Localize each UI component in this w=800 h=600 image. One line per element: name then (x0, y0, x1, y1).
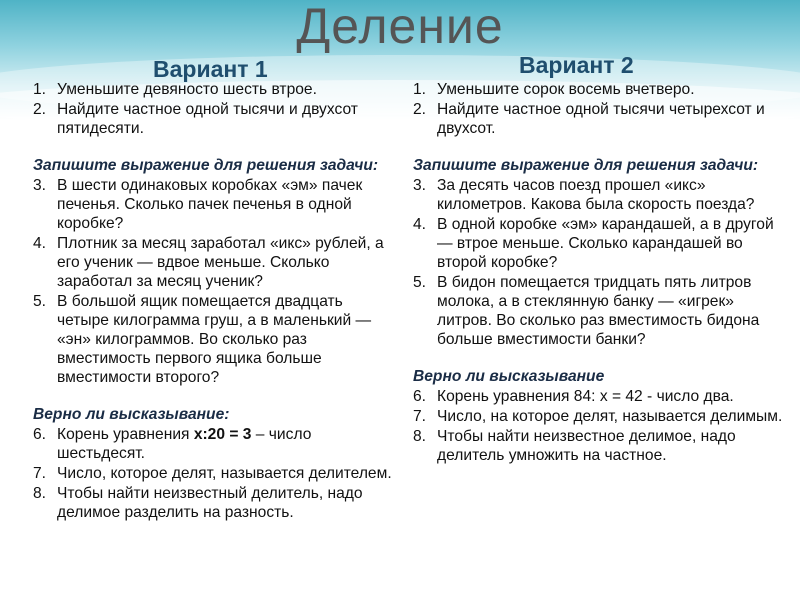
task-text: Корень уравнения (57, 426, 194, 443)
task-number: 7. (413, 408, 427, 425)
task-number: 6. (413, 388, 427, 405)
task-item (33, 292, 398, 387)
task-item (33, 100, 398, 138)
task-item (413, 427, 783, 465)
task-number: 3. (413, 177, 427, 194)
task-text: Число, которое делят, называется делителем. (57, 465, 392, 482)
task-text: Чтобы найти неизвестное делимое, надо делитель умножить на частное. (437, 428, 736, 464)
task-item (33, 484, 398, 522)
task-number: 2. (413, 101, 427, 118)
task-item (413, 80, 783, 99)
task-item (33, 464, 398, 483)
task-number: 8. (33, 485, 47, 502)
variant-2-heading: Вариант 2 (519, 52, 634, 78)
variant-1-column (33, 80, 398, 523)
task-item (33, 425, 398, 463)
task-number: 5. (413, 274, 427, 291)
task-number: 2. (33, 101, 47, 118)
task-item (33, 234, 398, 291)
task-text: Уменьшите сорок восемь вчетверо. (437, 81, 695, 98)
task-text: Число, на которое делят, называется делимым. (437, 408, 783, 425)
section-heading: Верно ли высказывание (413, 368, 605, 385)
page-title: Деление (296, 0, 504, 54)
task-number: 7. (33, 465, 47, 482)
task-text: В шести одинаковых коробках «эм» пачек печенья. Сколько пачек печенья в одной коробке? (57, 177, 363, 232)
task-text: Чтобы найти неизвестный делитель, надо делимое разделить на разность. (57, 485, 363, 521)
task-text: Найдите частное одной тысячи и двухсот пятидесяти. (57, 101, 358, 137)
task-item (413, 176, 783, 214)
task-number: 4. (33, 235, 47, 252)
section-heading: Запишите выражение для решения задачи: (33, 157, 379, 174)
task-text: – число шестьдесят. (57, 426, 312, 462)
task-item (413, 407, 783, 426)
task-item (33, 80, 398, 99)
task-number: 5. (33, 293, 47, 310)
task-text: Корень уравнения 84: x = 42 - число два. (437, 388, 734, 405)
task-number: 6. (33, 426, 47, 443)
variant-1-heading: Вариант 1 (153, 56, 268, 82)
task-text: Плотник за месяц заработал «икс» рублей, а его ученик — вдвое меньше. Сколько заработал за месяц ученик? (57, 235, 384, 290)
task-item (413, 273, 783, 349)
task-number: 8. (413, 428, 427, 445)
task-text: Уменьшите девяносто шесть втрое. (57, 81, 317, 98)
section-heading: Верно ли высказывание: (33, 406, 230, 423)
task-text: За десять часов поезд прошел «икс» километров. Какова была скорость поезда? (437, 177, 755, 213)
equation: x:20 = 3 (193, 426, 252, 443)
task-text: В одной коробке «эм» карандашей, а в другой — втрое меньше. Сколько карандашей во второй коробке? (437, 216, 774, 271)
task-text: В бидон помещается тридцать пять литров молока, а в стеклянную банку — «игрек» литров. Во сколько раз вместимость бидона больше вместимости банки? (437, 274, 760, 348)
task-text: В большой ящик помещается двадцать четыре килограмма груш, а в маленький — «эн» килограммов. Во сколько раз вместимость первого ящика больше вместимости второго? (57, 293, 372, 386)
task-item (413, 215, 783, 272)
task-number: 1. (33, 81, 47, 98)
task-number: 3. (33, 177, 47, 194)
task-number: 4. (413, 216, 427, 233)
task-item (33, 176, 398, 233)
section-heading: Запишите выражение для решения задачи: (413, 157, 759, 174)
variant-2-column (413, 80, 783, 466)
task-text: Найдите частное одной тысячи четырехсот и двухсот. (437, 101, 765, 137)
task-item (413, 387, 783, 406)
task-item (413, 100, 783, 138)
task-number: 1. (413, 81, 427, 98)
